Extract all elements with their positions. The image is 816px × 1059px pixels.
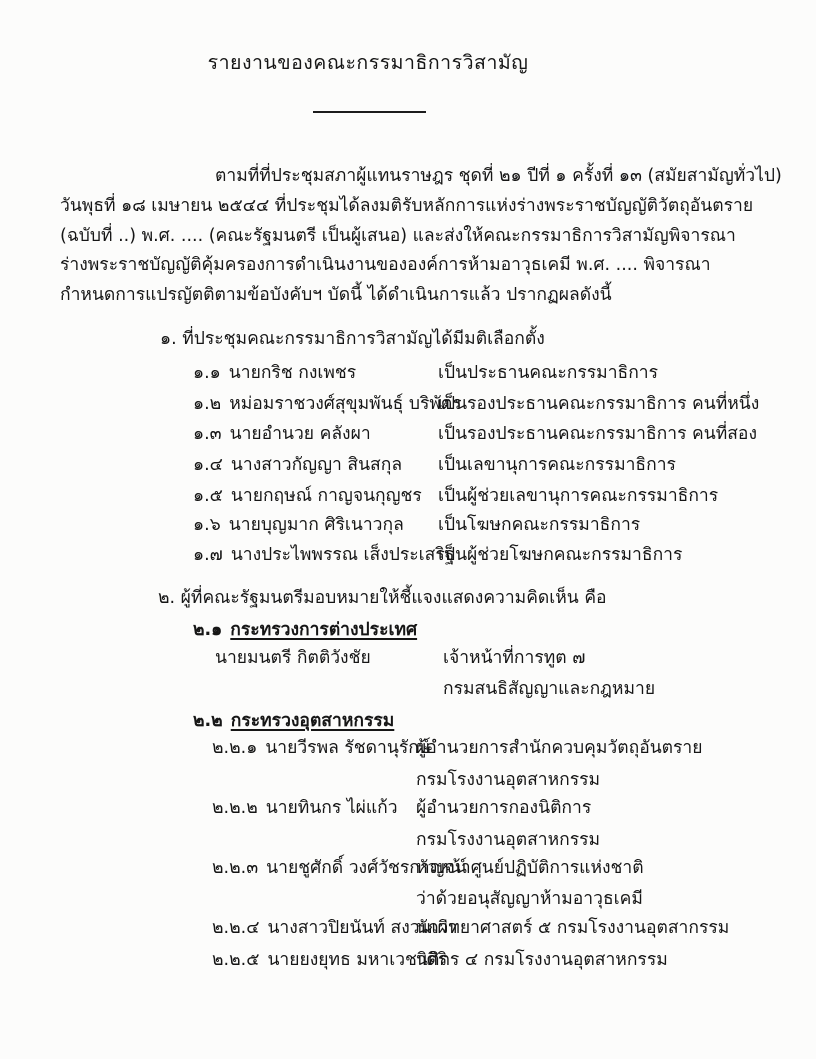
ministry-heading	[193, 617, 417, 643]
delegate-role: เจ้าหน้าที่การทูต ๗	[443, 648, 586, 668]
delegate-role: ผู้อำนวยการสำนักควบคุมวัตถุอันตราย	[416, 738, 703, 758]
member-name: นายอำนวย คลังผา	[229, 424, 371, 444]
delegate-name: นายชูศักดิ์ วงศ์วัชรกาญจน์	[266, 858, 467, 878]
paragraph-line: (ฉบับที่ ..) พ.ศ. .... (คณะรัฐมนตรี เป็นผู้เสนอ) และส่งให้คณะกรรมาธิการวิสามัญพิจารณา	[60, 226, 736, 246]
member-number: ๑.๕	[193, 486, 223, 506]
member-name: นางสาวกัญญา สินสกุล	[230, 455, 403, 475]
member-number: ๑.๑	[193, 363, 221, 383]
member-name: นายกริช กงเพชร	[228, 363, 357, 383]
ministry-name: กระทรวงการต่างประเทศ	[230, 620, 418, 640]
delegate-number: ๒.๒.๔	[212, 918, 260, 938]
delegate-role: นิติกร ๔ กรมโรงงานอุตสาหกรรม	[416, 950, 668, 970]
ministry-name: กระทรวงอุตสาหกรรม	[230, 711, 395, 731]
delegate-number: ๒.๒.๓	[212, 858, 259, 878]
paragraph-line: กำหนดการแปรญัตติตามข้อบังคับฯ บัดนี้ ได้ดำเนินการแล้ว ปรากฏผลดังนี้	[60, 285, 612, 305]
committee-row	[193, 452, 402, 478]
delegate-role: กรมโรงงานอุตสาหกรรม	[416, 770, 601, 790]
delegate-name: นายยงยุทธ มหาเวชาศิริ	[267, 950, 448, 970]
section2-heading: ๒. ผู้ที่คณะรัฐมนตรีมอบหมายให้ชี้แจงแสดงความคิดเห็น คือ	[158, 588, 607, 608]
member-number: ๑.๗	[193, 545, 223, 565]
delegate-name: นางสาวปิยนันท์ สงวนเผ่า	[267, 918, 458, 938]
delegate-number: ๒.๒.๒	[212, 798, 258, 818]
delegate-row	[212, 947, 447, 973]
member-role: เป็นเลขานุการคณะกรรมาธิการ	[438, 455, 676, 475]
delegate-row	[212, 735, 430, 761]
document-title: รายงานของคณะกรรมาธิการวิสามัญ	[207, 51, 529, 74]
committee-row	[193, 542, 454, 568]
member-name: หม่อมราชวงศ์สุขุมพันธุ์ บริพัตร	[229, 394, 462, 414]
paragraph-line: ร่างพระราชบัญญัติคุ้มครองการดำเนินงานขององค์การห้ามอาวุธเคมี พ.ศ. .... พิจารณา	[60, 255, 711, 275]
delegate-role: หัวหน้าศูนย์ปฏิบัติการแห่งชาติ	[416, 858, 644, 878]
member-role: เป็นรองประธานคณะกรรมาธิการ คนที่หนึ่ง	[438, 394, 760, 414]
section1-heading: ๑. ที่ประชุมคณะกรรมาธิการวิสามัญได้มีมติเลือกตั้ง	[160, 329, 545, 349]
delegate-name: นายมนตรี กิตติวังชัย	[215, 648, 371, 668]
member-name: นายบุญมาก ศิริเนาวกุล	[228, 515, 404, 535]
member-number: ๑.๔	[193, 455, 223, 475]
delegate-role: นักวิทยาศาสตร์ ๕ กรมโรงงานอุตสากรรม	[416, 918, 730, 938]
member-role: เป็นประธานคณะกรรมาธิการ	[438, 363, 659, 383]
ministry-heading	[193, 708, 394, 734]
member-number: ๑.๓	[193, 424, 222, 444]
member-role: เป็นผู้ช่วยโฆษกคณะกรรมาธิการ	[438, 545, 683, 565]
title-divider	[313, 111, 426, 113]
delegate-number: ๒.๒.๑	[212, 738, 258, 758]
delegate-name: นายทินกร ไผ่แก้ว	[265, 798, 398, 818]
delegate-role: ผู้อำนวยการกองนิติการ	[416, 798, 592, 818]
member-number: ๑.๒	[193, 394, 222, 414]
committee-row	[193, 512, 404, 538]
delegate-role: กรมโรงงานอุตสาหกรรม	[416, 830, 601, 850]
ministry-number: ๒.๒	[193, 711, 223, 731]
delegate-role: ว่าด้วยอนุสัญญาห้ามอาวุธเคมี	[416, 889, 643, 909]
member-role: เป็นผู้ช่วยเลขานุการคณะกรรมาธิการ	[438, 486, 719, 506]
delegate-role: กรมสนธิสัญญาและกฎหมาย	[443, 679, 656, 699]
delegate-name: นายวีรพล รัชดานุรักษ์	[265, 738, 431, 758]
ministry-number: ๒.๑	[193, 620, 223, 640]
member-name: นางประไพพรรณ เส็งประเสริฐ	[230, 545, 455, 565]
committee-row	[193, 360, 356, 386]
committee-row	[193, 391, 462, 417]
committee-row	[193, 421, 371, 447]
member-role: เป็นรองประธานคณะกรรมาธิการ คนที่สอง	[438, 424, 757, 444]
committee-row	[193, 483, 422, 509]
paragraph-line: ตามที่ที่ประชุมสภาผู้แทนราษฎร ชุดที่ ๒๑ ปีที่ ๑ ครั้งที่ ๑๓ (สมัยสามัญทั่วไป)	[215, 166, 782, 186]
paragraph-line: วันพุธที่ ๑๘ เมษายน ๒๕๔๔ ที่ประชุมได้ลงมติรับหลักการแห่งร่างพระราชบัญญัติวัตถุอันตราย	[60, 196, 754, 216]
delegate-row	[212, 795, 398, 821]
member-role: เป็นโฆษกคณะกรรมาธิการ	[438, 515, 641, 535]
delegate-number: ๒.๒.๕	[212, 950, 260, 970]
member-name: นายกฤษณ์ กาญจนกุญชร	[230, 486, 422, 506]
member-number: ๑.๖	[193, 515, 221, 535]
